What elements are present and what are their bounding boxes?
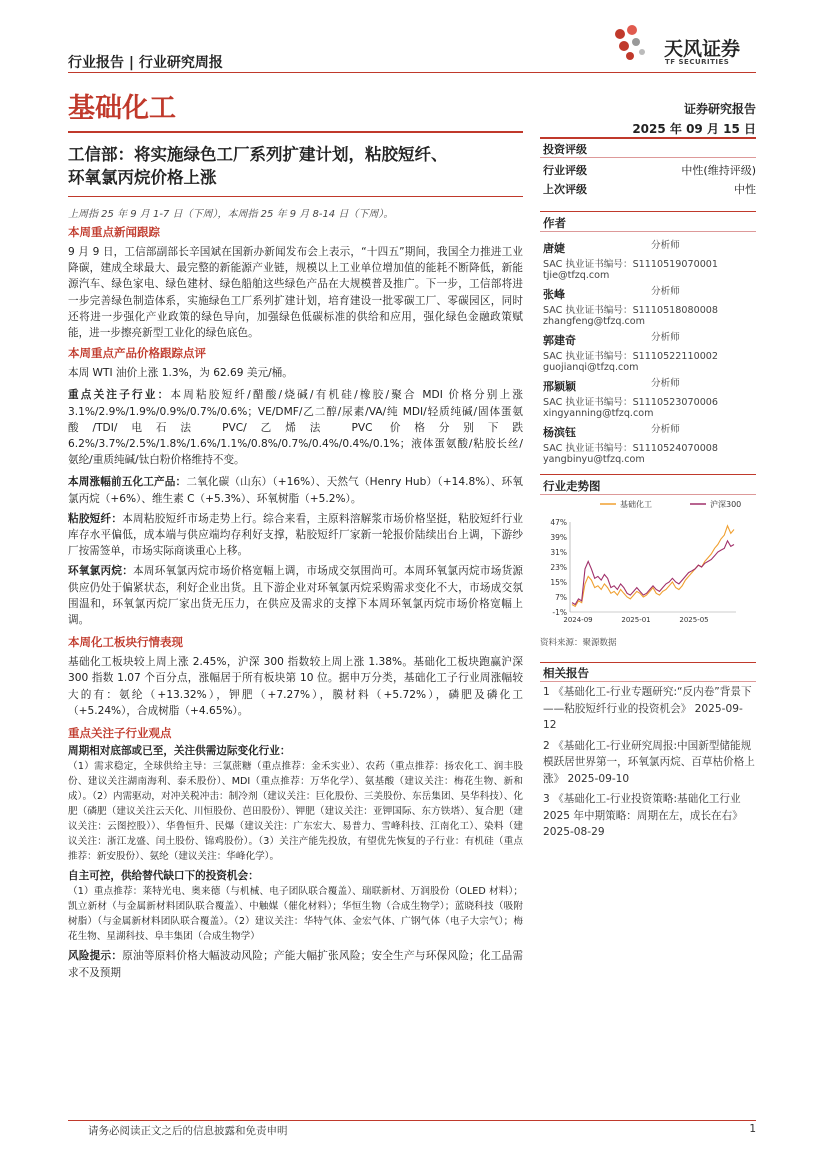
y-tick-label: 47% (550, 518, 567, 527)
authors-header: 作者 (543, 216, 566, 230)
para-label: 风险提示： (68, 950, 123, 963)
title-line-1: 工信部：将实施绿色工厂系列扩建计划，粘胶短纤、 (68, 145, 448, 164)
related-item[interactable]: 3 《基础化工-行业投资策略:基础化工行业 2025 年中期策略：周期在左，成长在右》 2025-08-29 (543, 793, 743, 838)
last-rating-label: 上次评级 (543, 183, 587, 196)
section-price-title: 本周重点产品价格跟踪点评 (68, 346, 206, 361)
analyst-card (543, 375, 756, 421)
x-tick-label: 2025-01 (621, 616, 651, 624)
analyst-name: 郭建奇 (543, 334, 576, 347)
analyst-email[interactable]: zhangfeng@tfzq.com (543, 316, 646, 327)
views-subtitle-selfcontrol: 自主可控，供给替代缺口下的投资机会： (68, 870, 259, 883)
series-line-chemical (572, 526, 734, 607)
analyst-sac: SAC 执业证书编号：S1110518080008 (543, 305, 719, 316)
logo-mark-icon (612, 24, 652, 64)
rating-rule (540, 157, 756, 158)
trend-rule (540, 494, 756, 495)
header-rule (68, 72, 756, 73)
x-tick-label: 2024-09 (563, 616, 593, 624)
intro-note: 上周指 25 年 9 月 1-7 日（下周），本周指 25 年 9 月 8-14 日（下周）。 (68, 209, 394, 220)
analyst-sac: SAC 执业证书编号：S1110522110002 (543, 351, 719, 362)
trend-header: 行业走势图 (543, 479, 601, 493)
x-tick-label: 2025-05 (679, 616, 709, 624)
y-tick-label: 23% (550, 563, 567, 572)
logo-text: 天风证券 (664, 38, 741, 60)
analyst-card (543, 421, 756, 467)
viscose-para (68, 511, 523, 560)
section-views-title: 重点关注子行业观点 (68, 726, 172, 741)
para-text: 本周粘胶短纤/醋酸/烧碱/有机硅/橡胶/聚合 MDI 价格分别上涨 3.1%/2.9%/1.9%/0.9%/0.7%/0.6%；VE/DMF/乙二醇/尿素/VA/纯 MDI/轻质纯碱/固体蛋氨酸/TDI/电石法 PVC/乙烯法 PVC 价格分别下跌 6.2%/3.7%/2.5%/1.8%/1.6%/1.1%/0.8%/0.7%/0.4%/0.4%/0.1%；液体蛋氨酸/粘胶长丝/氨纶/重质纯碱/钛白粉价格维持不变。 (68, 389, 523, 467)
para-label: 重点关注子行业： (68, 389, 171, 402)
analyst-email[interactable]: xingyanning@tfzq.com (543, 408, 654, 419)
para-text: 本周环氧氯丙烷市场价格宽幅上调，市场成交氛围尚可。本周环氧氯丙烷市场货源供应仍处于偏紧状态，利好企业出货。且下游企业对环氧氯丙烷采购需求变化不大，市场成交氛围温和，环氧氯丙烷厂家出货无压力，在供应及需求的支撑下本周环氧氯丙烷市场价格宽幅上调。 (68, 565, 524, 627)
footer-rule (68, 1120, 756, 1121)
industry-trend-chart (540, 496, 756, 628)
series-line-csi300 (572, 541, 734, 605)
analyst-name: 唐婕 (543, 242, 565, 255)
page-number: 1 (749, 1123, 756, 1135)
title-line-2: 环氧氯丙烷价格上涨 (68, 168, 217, 187)
disclaimer-note: 请务必阅读正文之后的信息披露和免责申明 (88, 1125, 288, 1137)
analyst-email[interactable]: guojianqi@tfzq.com (543, 362, 639, 373)
analyst-card (543, 283, 756, 329)
legend-label: 基础化工 (620, 500, 652, 509)
y-tick-label: 7% (555, 593, 567, 602)
industry-rating-label: 行业评级 (543, 164, 587, 177)
y-tick-label: -1% (552, 608, 567, 617)
section-market-body: 基础化工板块较上周上涨 2.45%，沪深 300 指数较上周上涨 1.38%。基础化工板块跑赢沪深 300 指数 1.07 个百分点，涨幅居于所有板块第 10 位。据申万分类，基础化工子行业周涨幅较大的有：氨纶（+13.32%），钾肥（+7.27%），膜材料（+5.72%），磷肥及磷化工（+5.24%），合成树脂（+4.65%）。 (68, 656, 523, 717)
para-label: 环氧氯丙烷： (68, 565, 134, 578)
views-selfcontrol-body: （1）重点推荐：莱特光电、奥来德（与机械、电子团队联合覆盖）、瑞联新材、万润股份（OLED 材料）；凯立新材（与金属新材料团队联合覆盖）、中触媒（催化材料）；华恒生物（合成生物学）；蓝晓科技（吸附树脂）（与金属新材料团队联合覆盖）。（2）建议关注：华特气体、金宏气体、广钢气体（电子大宗气）；梅花生物、星湖科技、阜丰集团（合成生物学） (68, 886, 523, 943)
analyst-sac: SAC 执业证书编号：S1110524070008 (543, 443, 719, 454)
analyst-role: 分析师 (651, 424, 680, 435)
section-news-title: 本周重点新闻跟踪 (68, 225, 160, 239)
y-tick-label: 31% (550, 548, 567, 557)
report-title (68, 143, 448, 189)
para-text: 二氧化碳（山东）（+16%）、天然气（Henry Hub）（+14.8%）、环氧氯丙烷（+6%）、维生素 C（+5.3%）、环氧树脂（+5.2%）。 (68, 476, 523, 505)
related-item[interactable]: 2 《基础化工-行业研究周报:中国新型储能规模跃居世界第一，环氧氯丙烷、百草枯价格上涨》 2025-09-10 (543, 739, 755, 785)
breadcrumb: 行业报告 | 行业研究周报 (68, 55, 223, 71)
trend-top-rule (540, 474, 756, 475)
analyst-name: 张峰 (543, 288, 565, 301)
report-date: 2025 年 09 月 15 日 (632, 122, 756, 136)
analyst-card (543, 329, 756, 375)
analyst-role: 分析师 (651, 332, 680, 343)
legend-label: 沪深300 (710, 500, 742, 509)
analyst-list (543, 237, 756, 467)
analyst-sac: SAC 执业证书编号：S1110519070001 (543, 259, 719, 270)
main-column (68, 207, 523, 981)
related-header: 相关报告 (543, 666, 589, 680)
analyst-role: 分析师 (651, 286, 680, 297)
side-top-rule (540, 137, 756, 139)
rating-header: 投资评级 (543, 143, 587, 156)
authors-rule (540, 231, 756, 232)
report-type: 证券研究报告 (683, 102, 756, 116)
analyst-role: 分析师 (651, 378, 680, 389)
analyst-sac: SAC 执业证书编号：S1110523070006 (543, 397, 719, 408)
last-rating-value: 中性 (734, 183, 756, 196)
analyst-role: 分析师 (651, 240, 680, 251)
risk-para (68, 948, 523, 980)
top5-para (68, 474, 523, 506)
y-tick-label: 39% (550, 533, 567, 542)
analyst-email[interactable]: yangbinyu@tfzq.com (543, 454, 645, 465)
focus-subindustry-para (68, 387, 523, 468)
related-rule (540, 681, 756, 682)
para-text: 本周粘胶短纤市场走势上行。综合来看，主原料溶解浆市场价格坚挺，粘胶短纤行业库存水平偏低，成本端与供应端均存利好支撑，粘胶短纤厂家新一轮报价陆续出台上调，下游纱厂按需签单，市场实际商谈重心上移。 (68, 512, 524, 558)
views-subtitle-cycle: 周期相对底部或已至，关注供需边际变化行业： (68, 745, 291, 758)
section-news-body: 9 月 9 日，工信部副部长辛国斌在国新办新闻发布会上表示，“十四五”期间，我国全力推进工业降碳，建成全球最大、最完整的新能源产业链，规模以上工业单位增加值的能耗不断降低，新能源汽车、绿色家电、绿色建材、绿色船舶这些绿色产品在大规模普及推广。下一步，工信部将进一步完善绿色制造体系，实施绿色工厂系列扩建计划，培育建设一批零碳工厂、零碳园区，同时还将进一步强化产业政策的绿色导向，加强绿色低碳标准的供给和应用，强化绿色金融政策赋能，进一步擦亮新型工业化的绿色底色。 (68, 246, 523, 340)
para-label: 粘胶短纤： (68, 512, 123, 525)
analyst-email[interactable]: tjie@tfzq.com (543, 270, 610, 281)
related-item[interactable]: 1 《基础化工-行业专题研究:“反内卷”背景下——粘胶短纤行业的投资机会》 2025-09-12 (543, 686, 752, 731)
para-text: 原油等原料价格大幅波动风险；产能大幅扩张风险；安全生产与环保风险；化工品需求不及预期 (68, 950, 524, 979)
analyst-name: 杨滨钰 (543, 426, 576, 439)
related-top-rule (540, 662, 756, 663)
para-label: 本周涨幅前五化工产品： (68, 476, 187, 489)
authors-top-rule (540, 211, 756, 212)
views-cycle-body: （1）需求稳定，全球供给主导：三氯蔗糖（重点推荐：金禾实业）、农药（重点推荐：扬农化工、润丰股份、建议关注湖南海利、泰禾股份）、MDI（重点推荐：万华化学）、氨基酸（建议关注：梅花生物、新和成）。（2）内需驱动，对冲关税冲击：制冷剂（建议关注：巨化股份、三美股份、东岳集团、昊华科技）、化肥（磷肥（建议关注云天化、川恒股份、芭田股份）、钾肥（建议关注：亚钾国际、东方铁塔）、复合肥（建议关注：云图控股））、华鲁恒升、民爆（建议关注：广东宏大、易普力、雪峰科技、江南化工）、染料（建议关注：浙江龙盛、闰土股份、锦鸡股份）。（3）关注产能先投放，有望优先恢复的子行业：有机硅（重点推荐：新安股份）、氨纶（建议关注：华峰化学）。 (68, 761, 523, 863)
related-list (543, 684, 756, 841)
wti-oil-note: 本周 WTI 油价上涨 1.3%，为 62.69 美元/桶。 (68, 367, 293, 380)
analyst-card (543, 237, 756, 283)
industry-rating-value: 中性(维持评级) (681, 164, 756, 177)
industry-title: 基础化工 (68, 93, 176, 124)
section-market-title: 本周化工板块行情表现 (68, 635, 183, 650)
logo-en: TF SECURITIES (665, 58, 730, 66)
ech-para (68, 563, 523, 628)
y-tick-label: 15% (550, 578, 567, 587)
chart-source: 资料来源：聚源数据 (540, 638, 617, 648)
analyst-name: 邢颖颖 (543, 380, 576, 393)
title-top-rule (68, 131, 523, 133)
title-bottom-rule (68, 196, 523, 197)
